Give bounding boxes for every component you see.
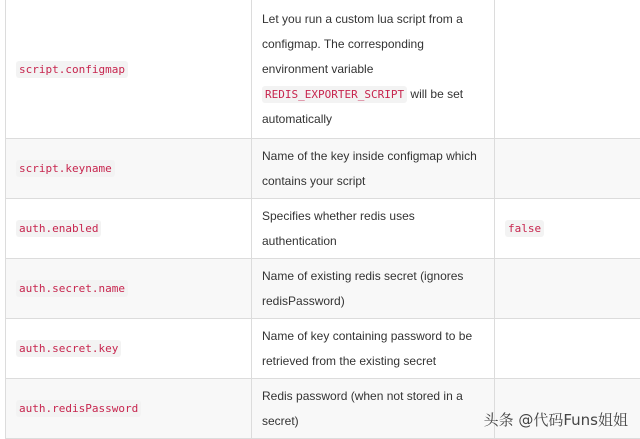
table-row (6, 319, 640, 379)
param-name: auth.redisPassword (16, 400, 141, 417)
param-name: auth.secret.key (16, 340, 121, 357)
param-cell (6, 0, 252, 139)
default-value: false (505, 220, 544, 237)
description-cell (252, 0, 495, 139)
description-cell: Specifies whether redis uses authentication (252, 199, 495, 259)
description-cell: Redis password (when not stored in a secret) (252, 379, 495, 439)
description-cell: Name of key containing password to be retrieved from the existing secret (252, 319, 495, 379)
default-cell (495, 139, 640, 199)
description-cell: Name of the key inside configmap which contains your script (252, 139, 495, 199)
table-row (6, 139, 640, 199)
table-row (6, 199, 640, 259)
default-cell (495, 319, 640, 379)
param-name: script.keyname (16, 160, 115, 177)
watermark: 头条 @代码Funs姐姐 (483, 411, 628, 429)
description-text: Let you run a custom lua script from a configmap. The corresponding environment variable (262, 11, 463, 76)
param-name: auth.secret.name (16, 280, 128, 297)
param-cell (6, 319, 252, 379)
description-text-end: will be set automatically (262, 86, 464, 126)
table-row (6, 0, 640, 139)
param-name: script.configmap (16, 61, 128, 78)
default-cell (495, 199, 640, 259)
param-name: auth.enabled (16, 220, 101, 237)
default-cell (495, 259, 640, 319)
description-cell: Name of existing redis secret (ignores redisPassword) (252, 259, 495, 319)
env-var-name: REDIS_EXPORTER_SCRIPT (262, 86, 407, 103)
param-cell (6, 379, 252, 439)
default-cell (495, 0, 640, 139)
parameters-table (5, 0, 640, 439)
param-cell (6, 259, 252, 319)
table-row (6, 259, 640, 319)
param-cell (6, 139, 252, 199)
param-cell (6, 199, 252, 259)
